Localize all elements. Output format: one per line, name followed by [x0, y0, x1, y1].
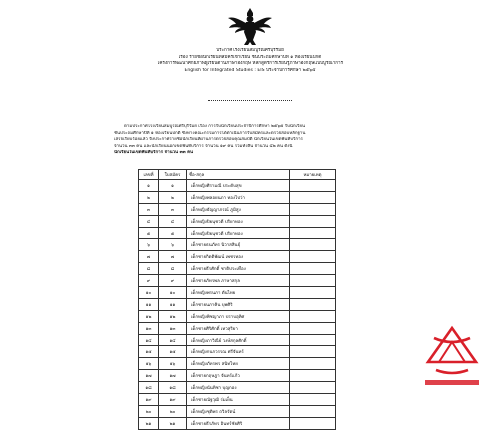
column-header-name: ชื่อ-สกุล — [187, 170, 290, 180]
header-divider — [208, 100, 292, 101]
row-number: ๑๕ — [139, 346, 159, 358]
row-student-name: เด็กชายธีรศักดิ์ ชาติประเทือง — [187, 263, 290, 275]
row-student-name: เด็กหญิงนันทิชา บุญกอง — [187, 382, 290, 394]
body-line-1: ตามประกาศโรงเรียนสมบูรณ์ศรีบุรีรัมย์ เรื่อง การรับนักเรียนประจำปีการศึกษา ๒๕๖๕ รับนักเรียน — [124, 124, 305, 129]
row-application-number: ๑๖ — [159, 358, 187, 370]
row-student-name: เด็กชายภัทรพล ภาษาสกุล — [187, 275, 290, 287]
row-application-number: ๒๐ — [159, 405, 187, 417]
row-remark — [290, 215, 336, 227]
table-header-row — [139, 170, 336, 180]
table-row — [139, 310, 336, 322]
row-number: ๑๐ — [139, 287, 159, 299]
row-remark — [290, 298, 336, 310]
row-number: ๒ — [139, 191, 159, 203]
announcement-body — [114, 124, 386, 157]
row-number: ๒๐ — [139, 405, 159, 417]
table-row — [139, 215, 336, 227]
row-application-number: ๗ — [159, 251, 187, 263]
column-header-number: เลขที่ — [139, 170, 159, 180]
row-number: ๑๘ — [139, 382, 159, 394]
row-number: ๑๓ — [139, 322, 159, 334]
row-application-number: ๑๗ — [159, 370, 187, 382]
row-number: ๒๑ — [139, 417, 159, 429]
table-row — [139, 358, 336, 370]
program-name: โครงการพัฒนาศักยภาพผู้เรียนด้านภาษาอังกฤษ หลักสูตรการเรียนรู้ภาษาอังกฤษแบบบูรณาการ — [156, 61, 344, 67]
body-line-4: จำนวน ๓๓ คน และนักเรียนนอกเขตพื้นที่บริการ จำนวน ๑๙ คน รวมทั้งสิ้น จำนวน ๔๒ คน ดังนี้ — [114, 143, 293, 149]
row-application-number: ๑๐ — [159, 287, 187, 299]
row-student-name: เด็กหญิงภาวิณีย์ วงษ์สกุลศักดิ์ — [187, 334, 290, 346]
row-number: ๑๑ — [139, 298, 159, 310]
row-student-name: เด็กชายณัฐวุฒิ ร่มเย็น — [187, 394, 290, 406]
table-row — [139, 287, 336, 299]
row-remark — [290, 310, 336, 322]
row-student-name: เด็กหญิงพลอยนภา ทองไปว่า — [187, 191, 290, 203]
row-student-name: เด็กหญิงพรนภา ตันไทย — [187, 287, 290, 299]
row-remark — [290, 180, 336, 192]
row-remark — [290, 382, 336, 394]
table-row — [139, 251, 336, 263]
row-number: ๑๖ — [139, 358, 159, 370]
school-announcement-title: ประกาศโรงเรียนสมบูรณ์ศรีบุรีรัมย์ — [216, 48, 284, 53]
row-number: ๑๒ — [139, 310, 159, 322]
row-application-number: ๖ — [159, 239, 187, 251]
row-number: ๘ — [139, 263, 159, 275]
table-row — [139, 382, 336, 394]
row-number: ๑ — [139, 180, 159, 192]
row-student-name: เด็กหญิงปิยนุชวดี ปริยาทอง — [187, 227, 290, 239]
table-row — [139, 263, 336, 275]
row-application-number: ๒ — [159, 191, 187, 203]
row-student-name: เด็กชายธนภัทร นิวาสสินธุ์ — [187, 239, 290, 251]
table-row — [139, 227, 336, 239]
row-number: ๓ — [139, 203, 159, 215]
row-student-name: เด็กหญิงภัทรพร สนิทไทย — [187, 358, 290, 370]
row-student-name: เด็กชายกิตติพัฒน์ เพชรทอง — [187, 251, 290, 263]
table-row — [139, 191, 336, 203]
row-number: ๔ — [139, 215, 159, 227]
row-remark — [290, 191, 336, 203]
document-header — [60, 48, 440, 74]
row-application-number: ๑๑ — [159, 298, 187, 310]
row-number: ๑๙ — [139, 394, 159, 406]
table-row — [139, 180, 336, 192]
column-header-remark: หมายเหตุ — [290, 170, 336, 180]
student-list-subheading: นักเรียนในเขตพื้นที่บริการ จำนวน ๓๓ คน — [114, 150, 194, 156]
row-application-number: ๑๔ — [159, 334, 187, 346]
table-row — [139, 370, 336, 382]
row-student-name: เด็กชายนภาคิน บุพศิริ — [187, 298, 290, 310]
row-number: ๙ — [139, 275, 159, 287]
row-remark — [290, 251, 336, 263]
school-seal-stamp — [422, 322, 482, 388]
row-remark — [290, 203, 336, 215]
row-remark — [290, 370, 336, 382]
table-row — [139, 394, 336, 406]
row-number: ๑๗ — [139, 370, 159, 382]
table-row — [139, 298, 336, 310]
row-student-name: เด็กหญิงกนกวรรณ ศรีจันทร์ — [187, 346, 290, 358]
row-application-number: ๑ — [159, 180, 187, 192]
body-line-2: ชั้นประถมศึกษาปีที่ ๑ ห้องเรียนปกติ ซึ่งทางคณะกรรมการได้ดำเนินการรับสมัครและตรวจสอบหลักฐาน — [114, 130, 306, 136]
row-application-number: ๙ — [159, 275, 187, 287]
row-student-name: เด็กหญิงธัญญาภรณ์ ภูมิสูง — [187, 203, 290, 215]
row-student-name: เด็กชายศิริศักดิ์ เทวสุริยา — [187, 322, 290, 334]
row-student-name: เด็กหญิงศิรามณี ประดับสุข — [187, 180, 290, 192]
row-application-number: ๕ — [159, 227, 187, 239]
program-name-english: English for Integrated Studies : EIS ประจำปีการศึกษา ๒๕๖๕ — [184, 67, 316, 73]
row-number: ๖ — [139, 239, 159, 251]
row-application-number: ๓ — [159, 203, 187, 215]
row-remark — [290, 275, 336, 287]
row-remark — [290, 405, 336, 417]
row-application-number: ๘ — [159, 263, 187, 275]
row-remark — [290, 227, 336, 239]
row-student-name: เด็กชายกฤษฎา จันทร์แก้ว — [187, 370, 290, 382]
table-row — [139, 275, 336, 287]
column-header-application: ใบสมัคร — [159, 170, 187, 180]
row-remark — [290, 287, 336, 299]
body-line-3: เสร็จเรียบร้อยแล้ว จึงประกาศรายชื่อนักเรียนที่ผ่านการตรวจสอบคุณสมบัติ นักเรียนในเขตพื้นที่บริการ — [114, 137, 303, 143]
table-row — [139, 405, 336, 417]
announcement-subject: เรื่อง รายชื่อนักเรียนที่สมัครเข้าเรียน ชั้นประถมศึกษาปีที่ ๑ ห้องเรียนปกติ — [178, 54, 322, 60]
row-remark — [290, 358, 336, 370]
row-student-name: เด็กชายธีรภัทร อินทร์ชัยศิริ — [187, 417, 290, 429]
row-remark — [290, 394, 336, 406]
row-number: ๗ — [139, 251, 159, 263]
table-row — [139, 346, 336, 358]
table-row — [139, 239, 336, 251]
row-remark — [290, 322, 336, 334]
row-application-number: ๑๓ — [159, 322, 187, 334]
row-number: ๕ — [139, 227, 159, 239]
row-student-name: เด็กหญิงพิชญาภา ปราบอุทิศ — [187, 310, 290, 322]
row-application-number: ๔ — [159, 215, 187, 227]
row-remark — [290, 346, 336, 358]
row-remark — [290, 417, 336, 429]
row-number: ๑๔ — [139, 334, 159, 346]
row-application-number: ๒๑ — [159, 417, 187, 429]
row-remark — [290, 239, 336, 251]
row-application-number: ๑๙ — [159, 394, 187, 406]
garuda-emblem-icon — [226, 6, 274, 46]
row-application-number: ๑๕ — [159, 346, 187, 358]
row-remark — [290, 263, 336, 275]
table-row — [139, 334, 336, 346]
row-application-number: ๑๘ — [159, 382, 187, 394]
row-student-name: เด็กหญิงชุติพร ถวิลรัตน์ — [187, 405, 290, 417]
table-row — [139, 417, 336, 429]
table-row — [139, 322, 336, 334]
row-remark — [290, 334, 336, 346]
student-list-table — [138, 169, 336, 430]
row-student-name: เด็กหญิงปิยนุชวดี ปริยาทอง — [187, 215, 290, 227]
row-application-number: ๑๒ — [159, 310, 187, 322]
table-row — [139, 203, 336, 215]
